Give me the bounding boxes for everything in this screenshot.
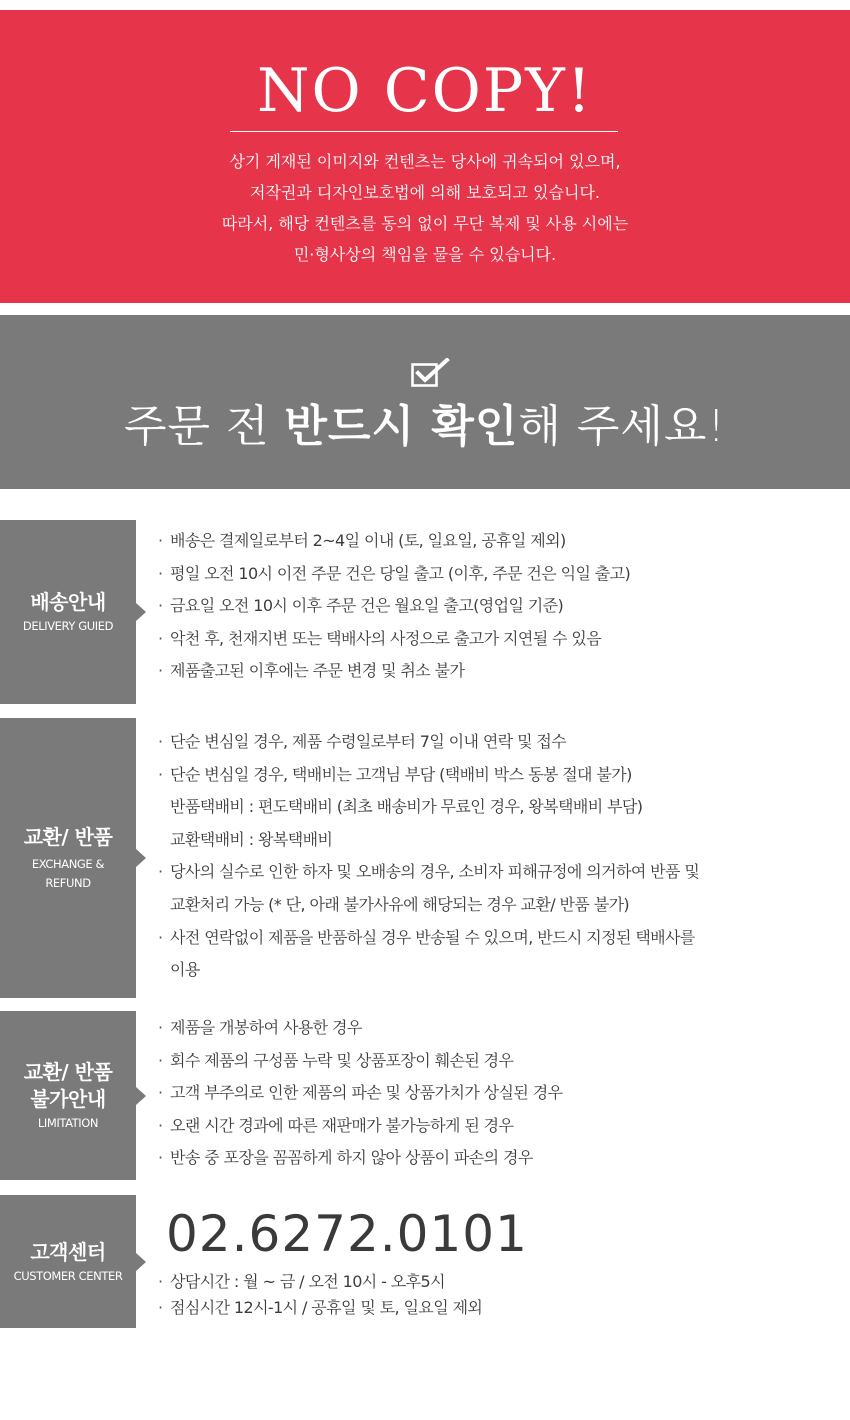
list-item: · 평일 오전 10시 이전 주문 건은 당일 출고 (이후, 주문 건은 익일 출고) [158, 563, 631, 583]
exchange-label [0, 718, 136, 998]
exchange-list [158, 726, 848, 987]
customer-title: 고객센터 [30, 1239, 106, 1264]
headline-pre: 주문 전 [124, 401, 285, 452]
notice-line: 저작권과 디자인보호법에 의해 보호되고 있습니다. [249, 183, 600, 202]
exchange-subtitle: EXCHANGE & [31, 857, 105, 871]
list-item: 교환처리 가능 (* 단, 아래 불가사유에 해당되는 경우 교환/ 반품 불가) [170, 894, 630, 914]
exchange-section [0, 718, 850, 998]
list-item: · 배송은 결제일로부터 2~4일 이내 (토, 일요일, 공휴일 제외) [158, 531, 566, 550]
title-divider [230, 131, 618, 132]
no-copy-title: NO COPY! [257, 56, 593, 126]
list-item: · 오랜 시간 경과에 따른 재판매가 불가능하게 된 경우 [158, 1115, 514, 1135]
list-item: 교환택배비 : 왕복택배비 [170, 829, 333, 849]
notice-line: 따라서, 해당 컨텐츠를 동의 없이 무단 복제 및 사용 시에는 [221, 214, 629, 233]
list-item: · 점심시간 12시-1시 / 공휴일 및 토, 일요일 제외 [158, 1298, 483, 1317]
list-item: · 금요일 오전 10시 이후 주문 건은 월요일 출고(영업일 기준) [158, 596, 564, 616]
list-item: · 단순 변심일 경우, 제품 수령일로부터 7일 이내 연락 및 접수 [158, 732, 567, 751]
limitation-title: 불가안내 [30, 1087, 106, 1111]
delivery-list [158, 525, 848, 688]
customer-hours-list [158, 1269, 848, 1321]
headline [0, 397, 850, 457]
list-item: · 회수 제품의 구성품 누락 및 상품포장이 훼손된 경우 [158, 1050, 514, 1070]
list-item: · 악천 후, 천재지변 또는 택배사의 사정으로 출고가 지연될 수 있음 [158, 628, 602, 648]
exchange-title: 교환/ 반품 [23, 825, 113, 849]
notice-line: 상기 게재된 이미지와 컨텐츠는 당사에 귀속되어 있으며, [229, 152, 621, 171]
limitation-list [158, 1012, 848, 1175]
checkbox-icon [411, 358, 451, 390]
list-item: 이용 [170, 960, 200, 980]
list-item: · 당사의 실수로 인한 하자 및 오배송의 경우, 소비자 피해규정에 의거하여 반품 및 [158, 862, 700, 882]
delivery-subtitle: DELIVERY GUIED [22, 619, 114, 633]
list-item: 반품택배비 : 편도택배비 (최초 배송비가 무료인 경우, 왕복택배비 부담) [170, 797, 643, 817]
headline-emphasis: 반드시 확인 [284, 401, 519, 452]
delivery-title: 배송안내 [30, 590, 106, 614]
limitation-label [0, 1011, 136, 1180]
list-item: · 상담시간 : 월 ~ 금 / 오전 10시 - 오후5시 [158, 1272, 445, 1291]
no-copy-banner [0, 10, 850, 303]
exchange-subtitle: REFUND [45, 876, 91, 890]
delivery-section [0, 520, 850, 704]
customer-label [0, 1195, 136, 1328]
limitation-title: 교환/ 반품 [23, 1060, 113, 1084]
customer-section [0, 1195, 850, 1328]
limitation-subtitle: LIMITATION [37, 1116, 99, 1130]
customer-subtitle: CUSTOMER CENTER [13, 1268, 123, 1283]
list-item: · 단순 변심일 경우, 택배비는 고객님 부담 (택배비 박스 동봉 절대 불가) [158, 764, 632, 784]
list-item: · 고객 부주의로 인한 제품의 파손 및 상품가치가 상실된 경우 [158, 1083, 563, 1103]
list-item: · 사전 연락없이 제품을 반품하실 경우 반송될 수 있으며, 반드시 지정된 택배사를 [158, 927, 695, 947]
headline-post: 해 주세요! [518, 401, 726, 452]
delivery-label [0, 520, 136, 704]
copyright-notice [0, 146, 850, 270]
notice-line: 민·형사상의 책임을 물을 수 있습니다. [293, 245, 557, 264]
list-item: · 반송 중 포장을 꼼꼼하게 하지 않아 상품이 파손의 경우 [158, 1148, 533, 1168]
order-check-banner [0, 315, 850, 489]
phone-number: 02.6272.0101 [166, 1205, 528, 1263]
list-item: · 제품을 개봉하여 사용한 경우 [158, 1018, 362, 1037]
limitation-section [0, 1011, 850, 1180]
list-item: · 제품출고된 이후에는 주문 변경 및 취소 불가 [158, 661, 465, 681]
